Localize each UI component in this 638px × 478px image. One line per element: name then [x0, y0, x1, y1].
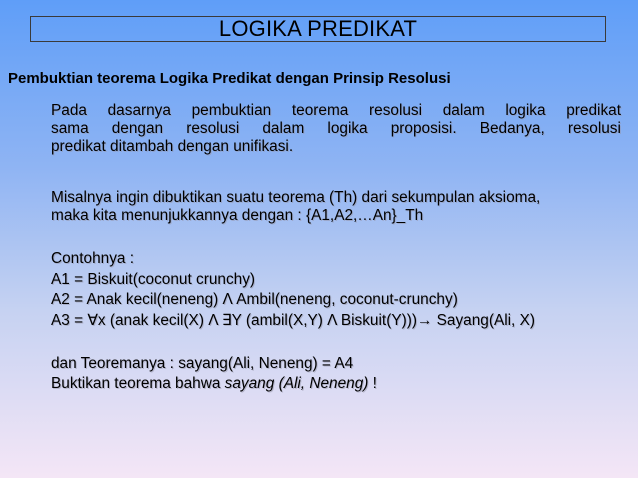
word: dengan: [111, 120, 164, 137]
slide-title-box: [30, 16, 606, 42]
paragraph-line: [51, 102, 621, 120]
examples-block: [51, 250, 621, 332]
word: dasarnya: [107, 102, 171, 119]
word: predikat: [566, 102, 621, 119]
axiom-a2: A2 = Anak kecil(neneng) Λ Ambil(neneng, coconut-crunchy): [51, 291, 458, 308]
word: Pada: [51, 102, 87, 119]
paragraph-theorem-definition: [51, 189, 621, 225]
proof-instruction: [51, 375, 621, 393]
word: teorema: [291, 102, 349, 119]
paragraph-line: predikat ditambah dengan unifikasi.: [51, 138, 294, 155]
word: resolusi: [369, 102, 423, 119]
axiom-a3: A3 = ∀x (anak kecil(X) Λ ∃Y (ambil(X,Y) Λ Biskuit(Y)))→ Sayang(Ali, X): [51, 311, 535, 329]
word: logika: [327, 120, 368, 137]
theorem-block: [51, 355, 621, 395]
slide-title: LOGIKA PREDIKAT: [218, 16, 418, 41]
examples-heading: Contohnya :: [51, 250, 134, 267]
slide-subtitle: Pembuktian teorema Logika Predikat dengan Prinsip Resolusi: [8, 70, 451, 87]
paragraph-line: Misalnya ingin dibuktikan suatu teorema (Th) dari sekumpulan aksioma,: [51, 189, 541, 206]
word: sama: [51, 120, 89, 137]
proof-instruction-italic: sayang (Ali, Neneng): [224, 375, 369, 392]
proof-instruction-prefix: Buktikan teorema bahwa: [51, 375, 225, 392]
word: Bedanya,: [479, 120, 545, 137]
word: resolusi: [186, 120, 240, 137]
word: resolusi: [567, 120, 621, 137]
paragraph-resolution-intro: [51, 102, 621, 156]
word: pembuktian: [191, 102, 272, 119]
word: logika: [505, 102, 546, 119]
paragraph-line: maka kita menunjukkannya dengan : {A1,A2,…An}_Th: [51, 207, 424, 224]
theorem-statement: dan Teoremanya : sayang(Ali, Neneng) = A4: [51, 355, 354, 372]
word: proposisi.: [390, 120, 457, 137]
axiom-a1: A1 = Biskuit(coconut crunchy): [51, 270, 256, 288]
word: dalam: [262, 120, 305, 137]
proof-instruction-suffix: !: [368, 375, 377, 392]
paragraph-line: [51, 120, 621, 138]
word: dalam: [442, 102, 485, 119]
